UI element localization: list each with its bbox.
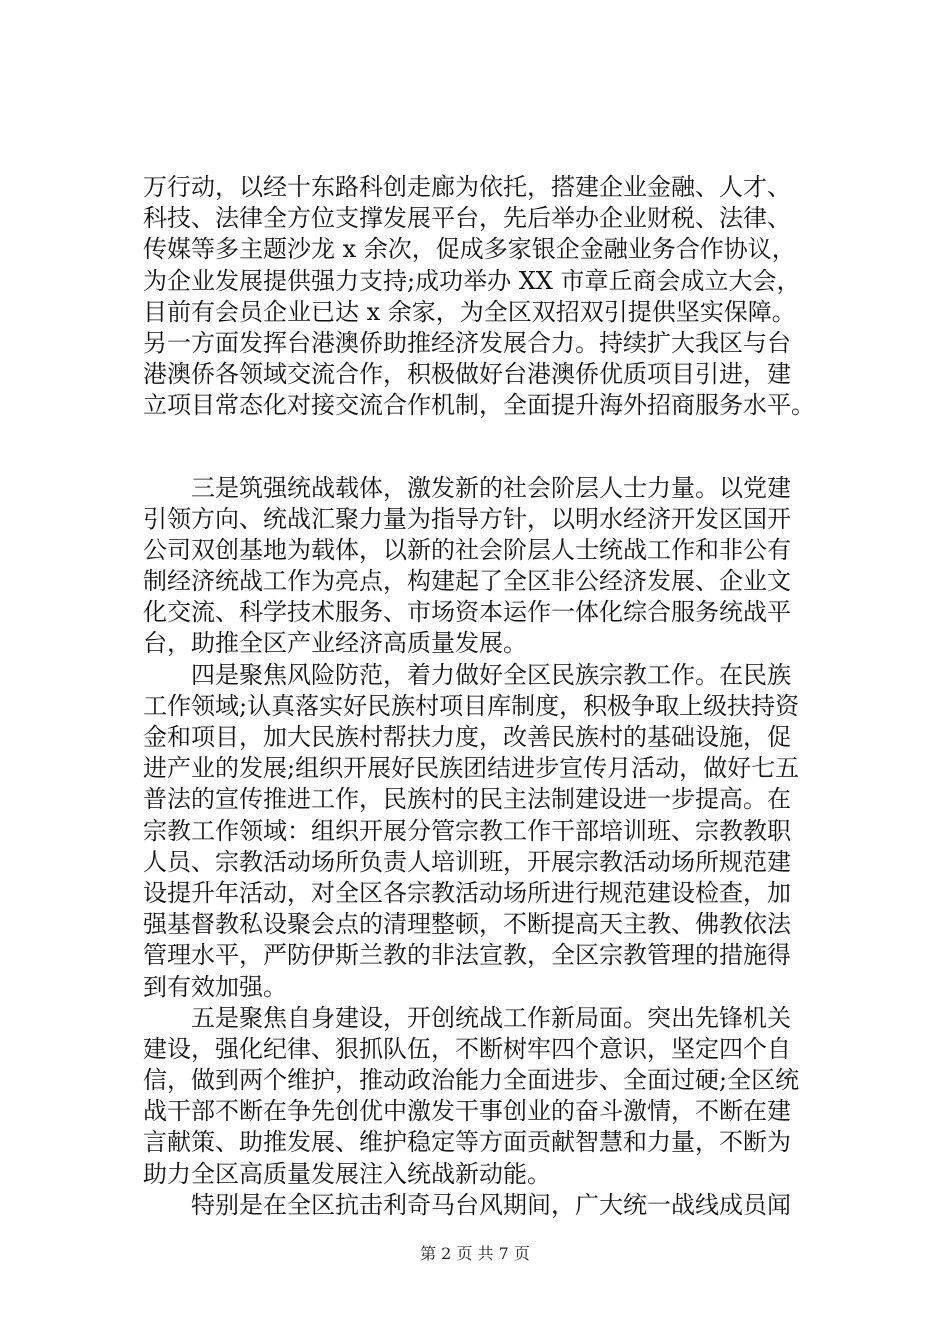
- text-line: 助力全区高质量发展注入统战新动能。: [143, 1159, 551, 1188]
- text-line: 四是聚焦风险防范，着力做好全区民族宗教工作。在民族: [143, 660, 791, 689]
- paragraph: [143, 473, 843, 660]
- text-line: 立项目常态化对接交流合作机制，全面提升海外招商服务水平。: [143, 391, 815, 420]
- text-line: 到有效加强。: [143, 972, 287, 1001]
- text-line: 五是聚焦自身建设，开创统战工作新局面。突出先锋机关: [143, 1003, 791, 1032]
- text-line: 另一方面发挥台港澳侨助推经济发展合力。持续扩大我区与台: [143, 328, 791, 357]
- text-line: 特别是在全区抗击利奇马台风期间，广大统一战线成员闻: [143, 1190, 791, 1219]
- text-line: 信，做到两个维护，推动政治能力全面进步、全面过硬;全区统: [143, 1066, 800, 1095]
- text-line: 工作领域;认真落实好民族村项目库制度，积极争取上级扶持资: [143, 691, 800, 720]
- text-line: 目前有会员企业已达 x 余家，为全区双招双引提供坚实保障。: [143, 297, 796, 326]
- text-line: 强基督教私设聚会点的清理整顿，不断提高天主教、佛教依法: [143, 910, 791, 939]
- text-line: 港澳侨各领域交流合作，积极做好台港澳侨优质项目引进，建: [143, 360, 791, 389]
- document-body: [143, 172, 843, 1221]
- page-number-label: 第 2 页 共 7 页: [420, 1244, 530, 1263]
- text-line: 传媒等多主题沙龙 x 余次，促成多家银企金融业务合作协议，: [143, 235, 796, 264]
- paragraph: [143, 660, 843, 1003]
- text-line: 公司双创基地为载体，以新的社会阶层人士统战工作和非公有: [143, 535, 791, 564]
- text-line: 进产业的发展;组织开展好民族团结进步宣传月活动，做好七五: [143, 754, 800, 783]
- text-line: 万行动，以经十东路科创走廊为依托，搭建企业金融、人才、: [143, 173, 791, 201]
- page-footer: [0, 1244, 950, 1264]
- text-line: 设提升年活动，对全区各宗教活动场所进行规范建设检查，加: [143, 878, 791, 907]
- text-line: 管理水平，严防伊斯兰教的非法宣教，全区宗教管理的措施得: [143, 941, 791, 970]
- text-line: 引领方向、统战汇聚力量为指导方针，以明水经济开发区国开: [143, 504, 791, 533]
- text-line: 金和项目，加大民族村帮扶力度，改善民族村的基础设施，促: [143, 723, 791, 751]
- text-line: 宗教工作领域：组织开展分管宗教工作干部培训班、宗教教职: [143, 816, 791, 845]
- paragraph: [143, 1190, 843, 1221]
- text-line: 化交流、科学技术服务、市场资本运作一体化综合服务统战平: [143, 598, 791, 627]
- paragraph-gap: [143, 422, 843, 473]
- text-line: 建设，强化纪律、狠抓队伍，不断树牢四个意识，坚定四个自: [143, 1034, 791, 1063]
- text-line: 言献策、助推发展、维护稳定等方面贡献智慧和力量，不断为: [143, 1128, 791, 1157]
- text-line: 科技、法律全方位支撑发展平台，先后举办企业财税、法律、: [143, 204, 791, 233]
- text-line: 台，助推全区产业经济高质量发展。: [143, 629, 527, 658]
- paragraph: [143, 172, 843, 422]
- text-line: 为企业发展提供强力支持;成功举办 XX 市章丘商会成立大会，: [143, 266, 801, 295]
- text-line: 制经济统战工作为亮点，构建起了全区非公经济发展、企业文: [143, 567, 791, 596]
- text-line: 三是筑强统战载体，激发新的社会阶层人士力量。以党建: [143, 473, 791, 502]
- text-line: 人员、宗教活动场所负责人培训班，开展宗教活动场所规范建: [143, 847, 791, 876]
- text-line: 战干部不断在争先创优中激发干事创业的奋斗激情，不断在建: [143, 1097, 791, 1126]
- text-line: 普法的宣传推进工作，民族村的民主法制建设进一步提高。在: [143, 785, 791, 814]
- paragraph: [143, 1003, 843, 1190]
